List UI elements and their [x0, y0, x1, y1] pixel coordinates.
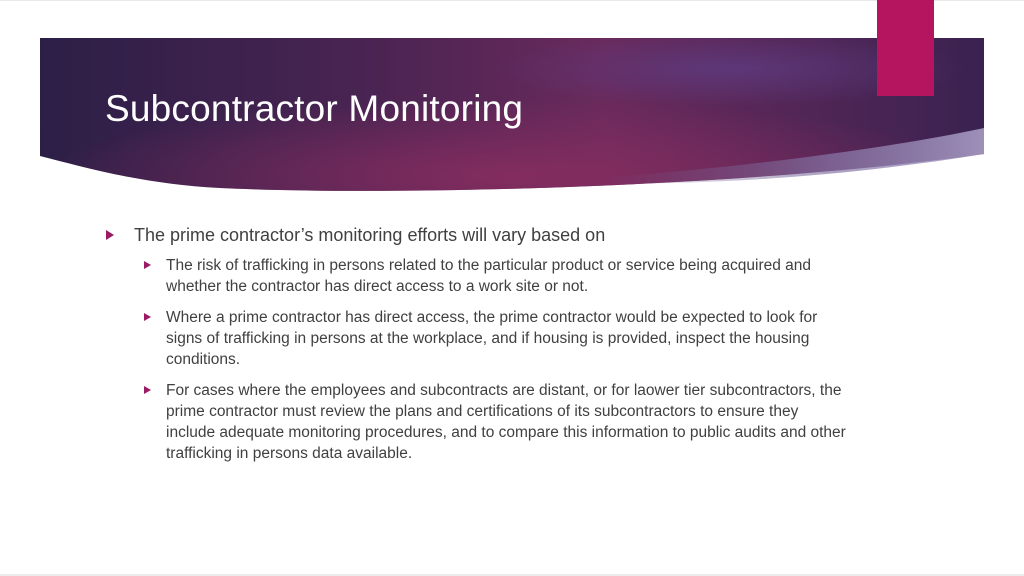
- bullet-level2-text: The risk of trafficking in persons related to the particular product or service being acquired and whether the contractor has direct access to a work site or not.: [166, 257, 812, 295]
- bullet-level2-text: Where a prime contractor has direct access, the prime contractor would be expected to look for signs of trafficking in persons at the workplace, and if housing is provided, inspect the housing conditions.: [166, 309, 818, 368]
- slide-title: Subcontractor Monitoring: [105, 88, 524, 129]
- bullet-level2-text: For cases where the employees and subcontracts are distant, or for laower tier subcontractors, the prime contractor must review the plans and certifications of its subcontractors to ensure they include adequate monitoring procedures, and to compare this information to public audits and other trafficking in persons data available.: [166, 382, 846, 462]
- bullet-level2: [106, 380, 846, 464]
- bullet-level2: [106, 307, 846, 370]
- triangle-bullet-icon: [144, 386, 151, 394]
- top-divider: [0, 0, 1024, 1]
- slide-body: [106, 222, 846, 464]
- bullet-level1: [106, 222, 846, 248]
- bullet-level1-text: The prime contractor’s monitoring efforts will vary based on: [134, 225, 606, 245]
- triangle-bullet-icon: [144, 313, 151, 321]
- triangle-bullet-icon: [144, 261, 151, 269]
- triangle-bullet-icon: [106, 230, 114, 240]
- accent-tab: [877, 0, 934, 96]
- bullet-level2: [106, 255, 846, 297]
